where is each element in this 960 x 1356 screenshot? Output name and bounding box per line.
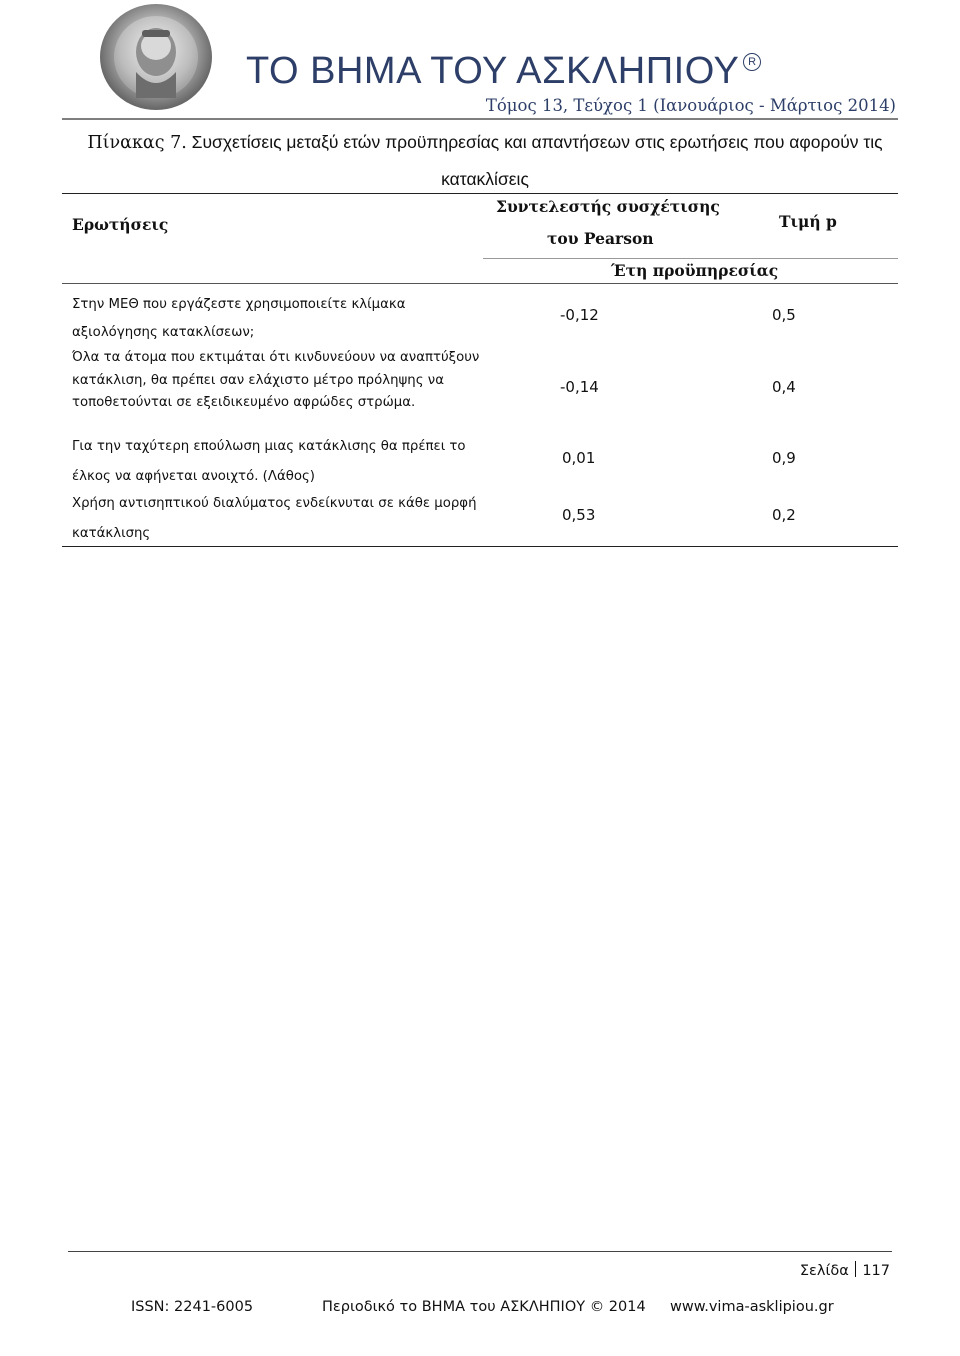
table-label: Πίνακας 7. [87,133,187,153]
sub-header-years: Έτη προϋπηρεσίας [611,261,779,280]
sub-header-rule [483,258,898,259]
header-divider [62,118,898,120]
col-header-pearson: του Pearson [547,229,654,248]
footer-website-link[interactable]: www.vima-asklipiou.gr [670,1299,834,1315]
journal-logo [100,4,212,110]
table-top-rule [62,193,898,194]
footer-divider [68,1251,892,1252]
table-row-r: -0,14 [560,378,599,396]
col-header-questions: Ερωτήσεις [72,215,169,234]
header-bottom-rule [62,283,898,284]
bust-icon [114,16,198,98]
logo-bust [114,16,198,98]
table-row-p: 0,5 [772,306,796,324]
table-row-r: 0,53 [562,506,596,524]
table-row-p: 0,4 [772,378,796,396]
col-header-p-value: Τιμή p [779,212,837,231]
table-row-r: -0,12 [560,306,599,324]
footer-journal: Περιοδικό το ΒΗΜΑ του ΑΣΚΛΗΠΙΟΥ © 2014 [322,1299,646,1315]
footer-issn: ISSN: 2241-6005 [131,1299,254,1315]
table-row-question: Στην ΜΕΘ που εργάζεστε χρησιμοποιείτε κλίμακα αξιολόγησης κατακλίσεων; [72,297,406,340]
journal-title [246,50,761,93]
issue-info: Τόμος 13, Τεύχος 1 (Ιανουάριος - Μάρτιος 2014) [485,96,896,115]
page-label: Σελίδα [799,1263,849,1279]
journal-title-text: ΤΟ ΒΗΜΑ ΤΟΥ ΑΣΚΛΗΠΙΟΥ [246,50,740,92]
page-indicator [800,1261,890,1279]
table-row-r: 0,01 [562,449,596,467]
registered-icon: R [743,53,761,71]
table-caption-text: Συσχετίσεις μεταξύ ετών προϋπηρεσίας και απαντήσεων στις ερωτήσεις που αφορούν τις κατακλίσεις [186,132,883,189]
col-header-correlation: Συντελεστής συσχέτισης [496,197,720,216]
page-number: 117 [862,1263,890,1279]
table-row-p: 0,2 [772,506,796,524]
page-separator [855,1261,857,1277]
table-caption [70,124,900,197]
table-row-p: 0,9 [772,449,796,467]
table-row-question: Χρήση αντισηπτικού διαλύματος ενδείκνυται σε κάθε μορφή κατάκλισης [72,496,477,541]
table-row-question: Όλα τα άτομα που εκτιμάται ότι κινδυνεύουν να αναπτύξουν κατάκλιση, θα πρέπει σαν ελάχιστο μέτρο πρόληψης να τοποθετούνται σε εξειδικευμένο αφρώδες στρώμα. [72,350,480,410]
table-row-question: Για την ταχύτερη επούλωση μιας κατάκλισης θα πρέπει το έλκος να αφήνεται ανοιχτό. (Λάθος) [72,439,466,484]
